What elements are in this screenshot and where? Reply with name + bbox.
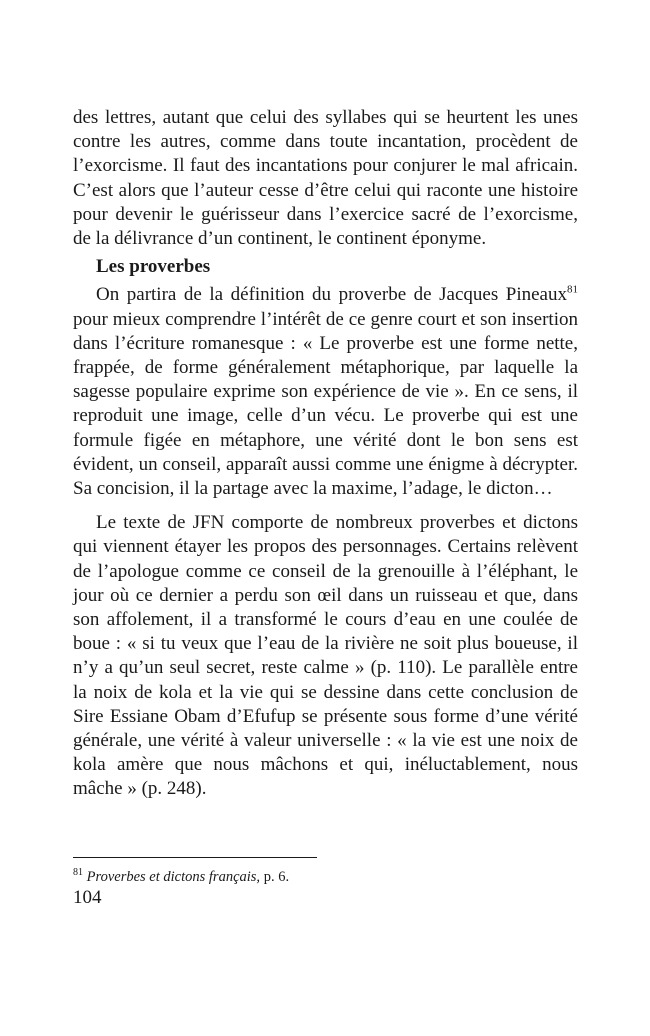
- footnote-rest: p. 6.: [260, 869, 290, 885]
- page-number: 104: [73, 887, 102, 908]
- page-body: [73, 106, 578, 802]
- footnote-number: 81: [73, 867, 83, 879]
- footnote-title: Proverbes et dictons français,: [86, 869, 261, 885]
- footnote-reference[interactable]: 81: [567, 284, 578, 297]
- paragraph-2-start: On partira de la définition du proverbe de Jacques Pineaux: [96, 284, 567, 306]
- paragraph-1: des lettres, autant que celui des syllabes qui se heurtent les unes contre les autres, comme dans toute incantation, procèdent de l’exorcisme. Il faut des incantations pour conjurer le mal africain. C’est alors que l’auteur cesse d’être celui qui raconte une histoire pour devenir le guérisseur dans l’exercice sacré de l’exorcisme, de la délivrance d’un continent, le continent éponyme.: [73, 107, 578, 250]
- footnote: [73, 868, 289, 886]
- paragraph-2: [73, 283, 578, 501]
- paragraph-3: Le texte de JFN comporte de nombreux proverbes et dictons qui viennent étayer les propos des personnages. Certains relèvent de l’apologue comme ce conseil de la grenouille à l’éléphant, le jour où ce dernier a perdu son œil dans un ruisseau et que, dans son affolement, il a transformé le cours d’eau en une coulée de boue : « si tu veux que l’eau de la rivière ne soit plus boueuse, il n’y a qu’un seul secret, reste calme » (p. 110). Le parallèle entre la noix de kola et la vie qui se dessine dans cette conclusion de Sire Essiane Obam d’Efufup se présente sous forme d’une vérité générale, une vérité à valeur universelle : « la vie est une noix de kola amère que nous mâchons et qui, inéluctablement, nous mâche » (p. 248).: [73, 512, 578, 800]
- paragraph-2-rest: pour mieux comprendre l’intérêt de ce genre court et son insertion dans l’écriture romanesque : « Le proverbe est une forme nette, frappée, de forme généralement métaphorique, par laquelle la sagesse populaire exprime son expérience de vie ». En ce sens, il reproduit une image, celle d’un vécu. Le proverbe qui est une formule figée en métaphore, une vérité dont le bon sens est évident, un conseil, apparaît aussi comme une énigme à décrypter. Sa concision, il la partage avec la maxime, l’adage, le dicton…: [73, 308, 578, 500]
- section-heading: Les proverbes: [96, 256, 211, 278]
- footnote-divider: [73, 857, 317, 858]
